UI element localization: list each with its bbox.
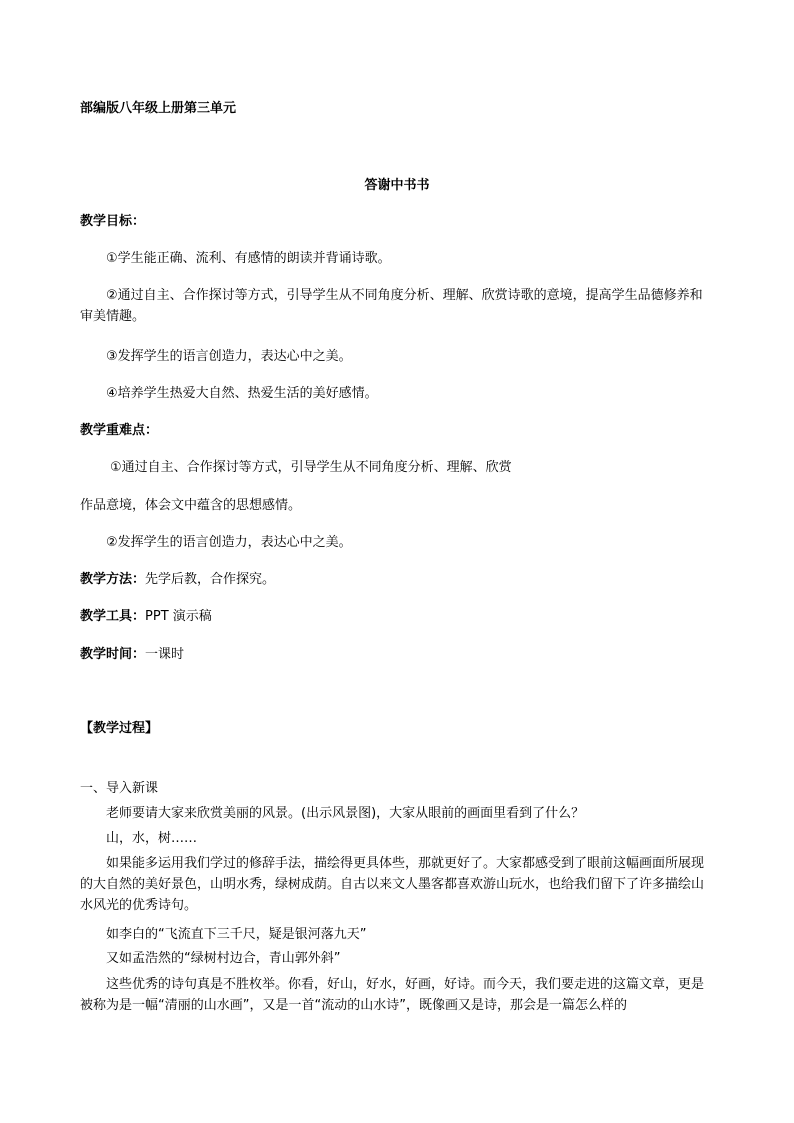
teaching-tools	[80, 608, 212, 626]
objective-item-3: ③发挥学生的语言创造力，表达心中之美。	[106, 349, 352, 364]
document-title: 答谢中书书	[364, 178, 430, 193]
intro-paragraph-3: 如果能多运用我们学过的修辞手法，描绘得更具体些，那就更好了。大家都感受到了眼前这幅画面所展现的大自然的美好景色，山明水秀，绿树成荫。自古以来文人墨客都喜欢游山玩水，也给我们留下了许多描绘山水风光的优秀诗句。	[80, 856, 705, 913]
teaching-tools-label: 教学工具：	[80, 609, 146, 624]
objectives-heading: 教学目标：	[80, 214, 146, 229]
teaching-time	[80, 646, 184, 664]
intro-paragraph-5: 又如孟浩然的“绿树村边合，青山郭外斜”	[106, 951, 341, 966]
teaching-method-label: 教学方法：	[80, 572, 146, 587]
teaching-time-value: 一课时	[145, 647, 185, 662]
teaching-time-label: 教学时间：	[80, 647, 146, 662]
key-point-1-line-2: 作品意境，体会文中蕴含的思想感情。	[80, 498, 302, 513]
objective-item-4: ④培养学生热爱大自然、热爱生活的美好感情。	[106, 386, 378, 401]
process-heading: 【教学过程】	[80, 721, 159, 736]
teaching-method-value: 先学后教，合作探究。	[145, 572, 276, 587]
intro-paragraph-1: 老师要请大家来欣赏美丽的风景。(出示风景图)，大家从眼前的画面里看到了什么？	[106, 806, 585, 821]
intro-paragraph-6: 这些优秀的诗句真是不胜枚举。你看，好山，好水，好画，好诗。而今天，我们要走进的这篇文章，更是被称为是一幅“清丽的山水画”，又是一首“流动的山水诗”，既像画又是诗，那会是一篇怎么样的	[80, 977, 705, 1013]
section-intro-heading: 一、导入新课	[80, 781, 159, 796]
objective-item-2: ②通过自主、合作探讨等方式，引导学生从不同角度分析、理解、欣赏诗歌的意境，提高学生品德修养和审美情趣。	[80, 288, 703, 324]
key-point-2: ②发挥学生的语言创造力，表达心中之美。	[106, 535, 352, 550]
unit-label: 部编版八年级上册第三单元	[80, 101, 237, 116]
intro-paragraph-2: 山，水，树……	[106, 831, 198, 846]
objective-item-1: ①学生能正确、流利、有感情的朗读并背诵诗歌。	[106, 251, 391, 266]
key-points-heading: 教学重难点：	[80, 423, 159, 438]
intro-paragraph-4: 如李白的“飞流直下三千尺，疑是银河落九天”	[106, 927, 367, 942]
key-point-1-line-1: ①通过自主、合作探讨等方式，引导学生从不同角度分析、理解、欣赏	[110, 460, 512, 475]
teaching-tools-value: PPT 演示稿	[145, 609, 212, 624]
teaching-method	[80, 571, 275, 589]
